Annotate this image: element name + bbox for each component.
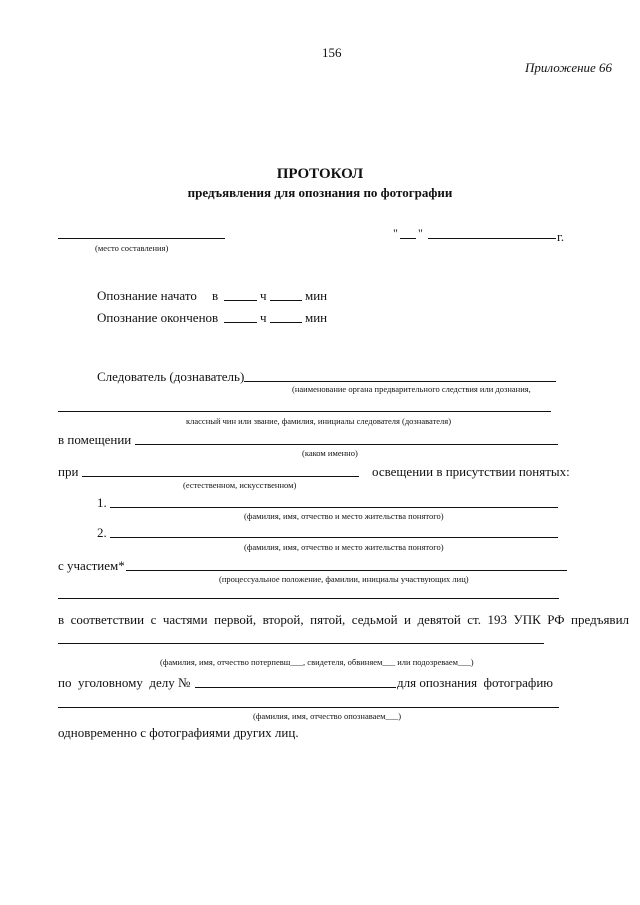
- investigator-field[interactable]: [244, 381, 556, 382]
- document-subtitle: предъявления для опознания по фотографии: [187, 185, 453, 200]
- participation-field[interactable]: [126, 570, 567, 571]
- identified-person-field[interactable]: [58, 707, 559, 708]
- witness-1-caption: (фамилия, имя, отчество и место жительства понятого): [244, 511, 444, 521]
- investigator-field-2[interactable]: [58, 411, 551, 412]
- case-number-field[interactable]: [195, 687, 396, 688]
- witness-2-field[interactable]: [110, 537, 558, 538]
- participation-field-2[interactable]: [58, 598, 559, 599]
- case-caption: (фамилия, имя, отчество опознаваем___): [253, 711, 402, 721]
- presentation-field[interactable]: [58, 643, 544, 644]
- start-in: в: [212, 288, 219, 303]
- investigator-label: Следователь (дознаватель): [97, 369, 245, 384]
- closing-text: одновременно с фотографиями других лиц.: [58, 725, 299, 740]
- case-suffix: для опознания фотографию: [397, 675, 553, 690]
- date-month-year-field[interactable]: [428, 238, 556, 239]
- investigator-caption-2: классный чин или звание, фамилия, инициалы следователя (дознавателя): [186, 416, 452, 426]
- place-field[interactable]: [58, 238, 225, 239]
- end-label: Опознание окончено: [97, 310, 213, 325]
- date-quote-open: ": [393, 226, 398, 240]
- lighting-prefix: при: [58, 464, 79, 479]
- lighting-suffix: освещении в присутствии понятых:: [372, 464, 570, 479]
- end-minutes-field[interactable]: [270, 322, 302, 323]
- witness-1-number: 1.: [97, 495, 107, 510]
- witness-1-field[interactable]: [110, 507, 558, 508]
- appendix-label: Приложение 66: [525, 60, 613, 75]
- end-in: в: [212, 310, 219, 325]
- start-hours-field[interactable]: [224, 300, 257, 301]
- start-minutes-unit: мин: [305, 288, 328, 303]
- investigator-caption-1: (наименование органа предварительного следствия или дознания,: [292, 384, 531, 394]
- start-hours-unit: ч: [260, 288, 267, 303]
- end-hours-unit: ч: [260, 310, 267, 325]
- premises-field[interactable]: [135, 444, 558, 445]
- place-caption: (место составления): [95, 243, 169, 253]
- witness-2-number: 2.: [97, 525, 107, 540]
- participation-caption: (процессуальное положение, фамилии, инициалы участвующих лиц): [219, 574, 469, 584]
- participation-label: с участием*: [58, 558, 125, 573]
- presentation-caption: (фамилия, имя, отчество потерпевш___, свидетеля, обвиняем___ или подозреваем___): [160, 657, 474, 667]
- start-label: Опознание начато: [97, 288, 197, 303]
- witness-2-caption: (фамилия, имя, отчество и место жительства понятого): [244, 542, 444, 552]
- year-suffix: г.: [557, 229, 565, 244]
- date-quote-close: ": [418, 226, 423, 240]
- presentation-text: в соответствии с частями первой, второй, пятой, седьмой и девятой ст. 193 УПК РФ предъявил: [58, 612, 630, 627]
- date-day-field[interactable]: [400, 238, 416, 239]
- end-hours-field[interactable]: [224, 322, 257, 323]
- start-minutes-field[interactable]: [270, 300, 302, 301]
- lighting-field[interactable]: [82, 476, 359, 477]
- case-prefix: по уголовному делу №: [58, 675, 191, 690]
- premises-caption: (каком именно): [302, 448, 358, 458]
- document-title: ПРОТОКОЛ: [276, 166, 364, 182]
- lighting-caption: (естественном, искусственном): [183, 480, 297, 490]
- end-minutes-unit: мин: [305, 310, 328, 325]
- premises-label: в помещении: [58, 432, 132, 447]
- page-number: 156: [322, 45, 342, 60]
